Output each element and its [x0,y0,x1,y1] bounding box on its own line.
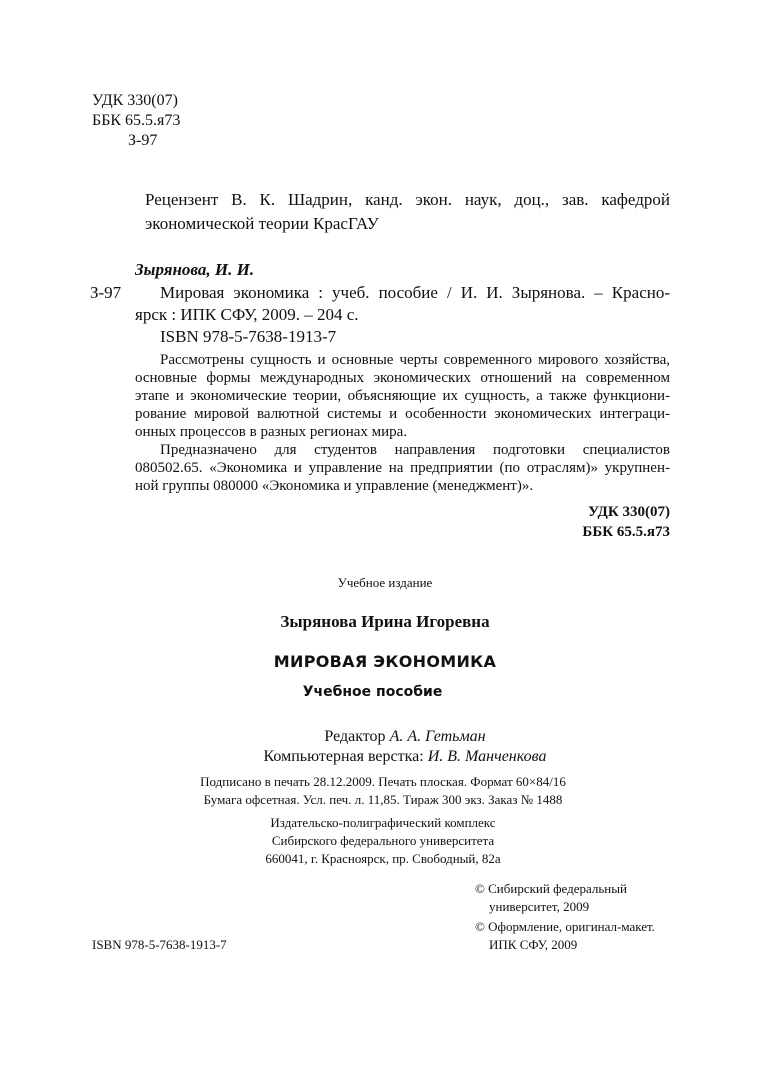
layout-credit [0,749,763,765]
book-subtitle: Учебное пособие [302,684,443,700]
abstract-line: рование мировой валютной системы и особенности экономических интеграци- [135,406,670,422]
full-author: Зырянова Ирина Игоревна [280,612,490,631]
abstract-line: Рассмотрены сущность и основные черты современного мирового хозяйства, [160,352,670,368]
editor-credit [0,729,763,745]
layout-name: И. В. Манченкова [427,748,547,765]
abstract-line: Предназначено для студентов направления подготовки специалистов [160,442,670,458]
publisher-line: Издательско-полиграфический комплекс [270,815,496,830]
copyright-line: ИПК СФУ, 2009 [489,937,578,952]
book-title: МИРОВАЯ ЭКОНОМИКА [273,652,497,671]
abstract-line: ной группы 080000 «Экономика и управление (менеджмент)». [135,478,534,494]
layout-label: Компьютерная верстка: [263,748,428,765]
bbk-code: ББК 65.5.я73 [92,112,181,129]
classification-bbk: ББК 65.5.я73 [582,524,670,540]
publisher-line: Сибирского федерального университета [271,833,495,848]
bib-isbn: ISBN 978-5-7638-1913-7 [160,327,337,346]
reviewer-line: Рецензент В. К. Шадрин, канд. экон. наук, доц., зав. кафедрой [145,190,670,209]
udk-code: УДК 330(07) [92,92,178,109]
copyright-line: университет, 2009 [489,899,590,914]
classification-udk: УДК 330(07) [588,504,670,520]
abstract-line: основные формы международных экономических отношений на современном [135,370,670,386]
bib-author-mark: З-97 [90,283,122,302]
copyright-line: © Оформление, оригинал-макет. [475,919,655,934]
abstract-line: 080502.65. «Экономика и управление на предприятии (по отраслям)» укрупнен- [135,460,670,476]
print-info-line: Подписано в печать 28.12.2009. Печать плоская. Формат 60×84/16 [200,774,566,789]
abstract-line: онных процессов в разных регионах мира. [135,424,408,440]
editor-name: А. А. Гетьман [389,728,486,745]
editor-label: Редактор [324,728,390,745]
edition-type: Учебное издание [337,575,433,590]
abstract-line: этапе и экономические теории, объясняющие их сущность, а также функциони- [135,388,670,404]
bib-title-line: Мировая экономика : учеб. пособие / И. И. Зырянова. – Красно- [160,283,670,302]
footer-isbn: ISBN 978-5-7638-1913-7 [92,937,227,952]
copyright-line: © Сибирский федеральный [475,881,627,896]
print-info-line: Бумага офсетная. Усл. печ. л. 11,85. Тираж 300 экз. Заказ № 1488 [203,792,563,807]
reviewer-line: экономической теории КрасГАУ [145,214,379,233]
publisher-line: 660041, г. Красноярск, пр. Свободный, 82а [265,851,501,866]
author-mark: З-97 [128,132,158,149]
author-heading: Зырянова, И. И. [135,260,255,279]
bib-title-line: ярск : ИПК СФУ, 2009. – 204 с. [135,305,359,324]
